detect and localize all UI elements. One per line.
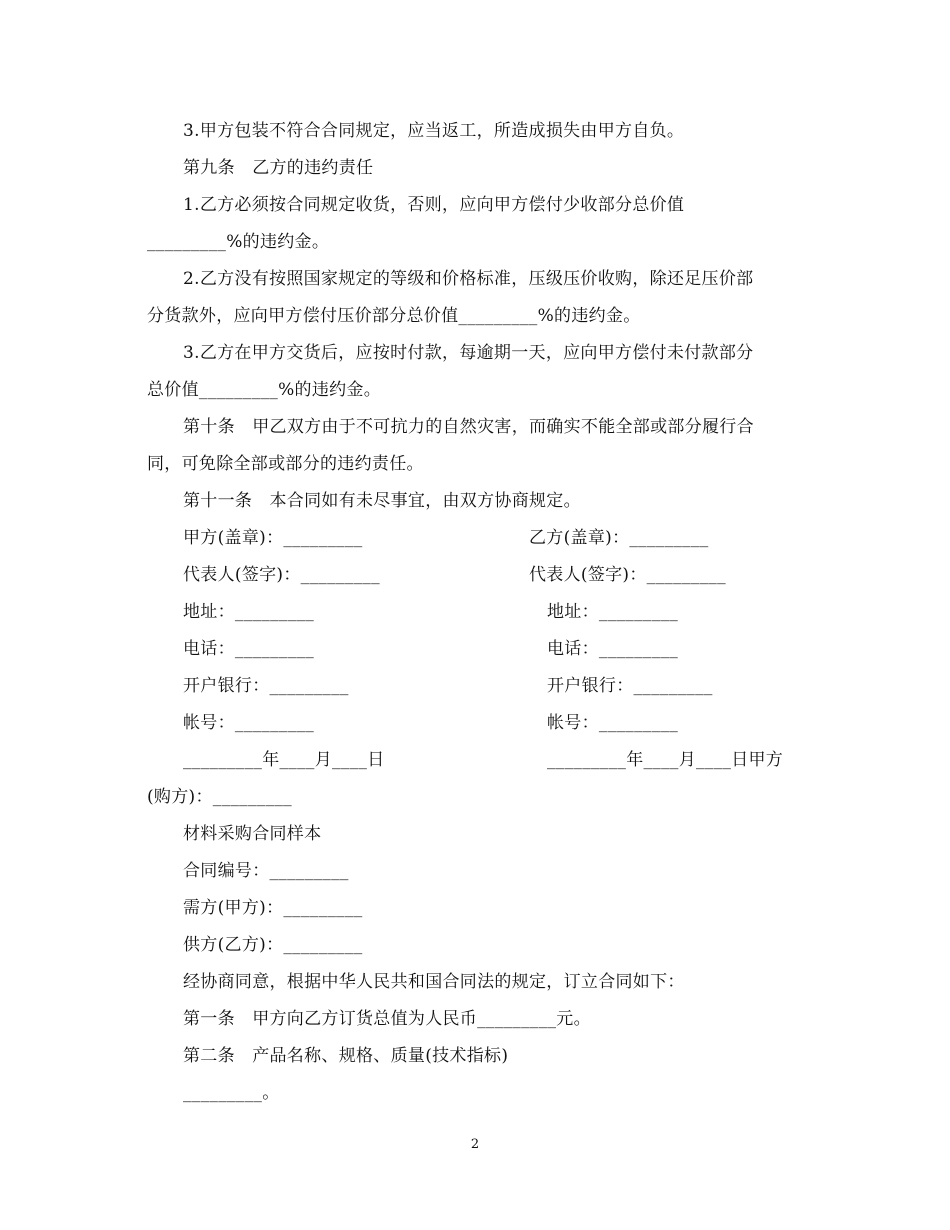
party-a-phone: 电话：_________ [183, 639, 315, 659]
article-9-item-2-line-1: 2.乙方没有按照国家规定的等级和价格标准，压级压价收购，除还足压价部 [183, 269, 754, 289]
second-contract-title: 材料采购合同样本 [183, 824, 322, 844]
contract-number: 合同编号：_________ [183, 861, 349, 881]
article-9-item-3-line-2: 总价值_________%的违约金。 [147, 380, 382, 400]
article-2: 第二条 产品名称、规格、质量(技术指标) [183, 1046, 509, 1066]
demand-party: 需方(甲方)：_________ [183, 898, 363, 918]
buyer-line: (购方)：_________ [147, 787, 292, 807]
party-a-account: 帐号：_________ [183, 713, 315, 733]
party-b-representative: 代表人(签字)：_________ [529, 565, 726, 585]
article-9-item-2-line-2: 分货款外，应向甲方偿付压价部分总价值_________%的违约金。 [147, 306, 641, 326]
party-b-date: _________年____月____日甲方 [547, 750, 784, 770]
party-b-phone: 电话：_________ [547, 639, 679, 659]
page-number: 2 [470, 1137, 480, 1152]
party-a-bank: 开户银行：_________ [183, 676, 349, 696]
party-b-account: 帐号：_________ [547, 713, 679, 733]
party-b-bank: 开户银行：_________ [547, 676, 713, 696]
article-2-blank: _________。 [183, 1083, 280, 1103]
party-a-address: 地址：_________ [183, 602, 315, 622]
article-9-heading: 第九条 乙方的违约责任 [183, 158, 374, 178]
party-b-seal: 乙方(盖章)：_________ [529, 528, 709, 548]
article-10-line-1: 第十条 甲乙双方由于不可抗力的自然灾害，而确实不能全部或部分履行合 [183, 417, 754, 437]
article-11: 第十一条 本合同如有未尽事宜，由双方协商规定。 [183, 491, 581, 511]
supply-party: 供方(乙方)：_________ [183, 935, 363, 955]
party-a-date: _________年____月____日 [183, 750, 385, 770]
party-b-address: 地址：_________ [547, 602, 679, 622]
article-9-item-1-line-2: _________%的违约金。 [147, 232, 330, 252]
clause-8-item-3: 3.甲方包装不符合合同规定，应当返工，所造成损失由甲方自负。 [183, 121, 685, 141]
article-1: 第一条 甲方向乙方订货总值为人民币_________元。 [183, 1009, 591, 1029]
article-9-item-3-line-1: 3.乙方在甲方交货后，应按时付款，每逾期一天，应向甲方偿付未付款部分 [183, 343, 754, 363]
contract-intro: 经协商同意，根据中华人民共和国合同法的规定，订立合同如下： [183, 972, 685, 992]
party-a-representative: 代表人(签字)：_________ [183, 565, 380, 585]
party-a-seal: 甲方(盖章)：_________ [183, 528, 363, 548]
article-10-line-2: 同，可免除全部或部分的违约责任。 [147, 454, 424, 474]
article-9-item-1-line-1: 1.乙方必须按合同规定收货，否则，应向甲方偿付少收部分总价值 [183, 195, 685, 215]
